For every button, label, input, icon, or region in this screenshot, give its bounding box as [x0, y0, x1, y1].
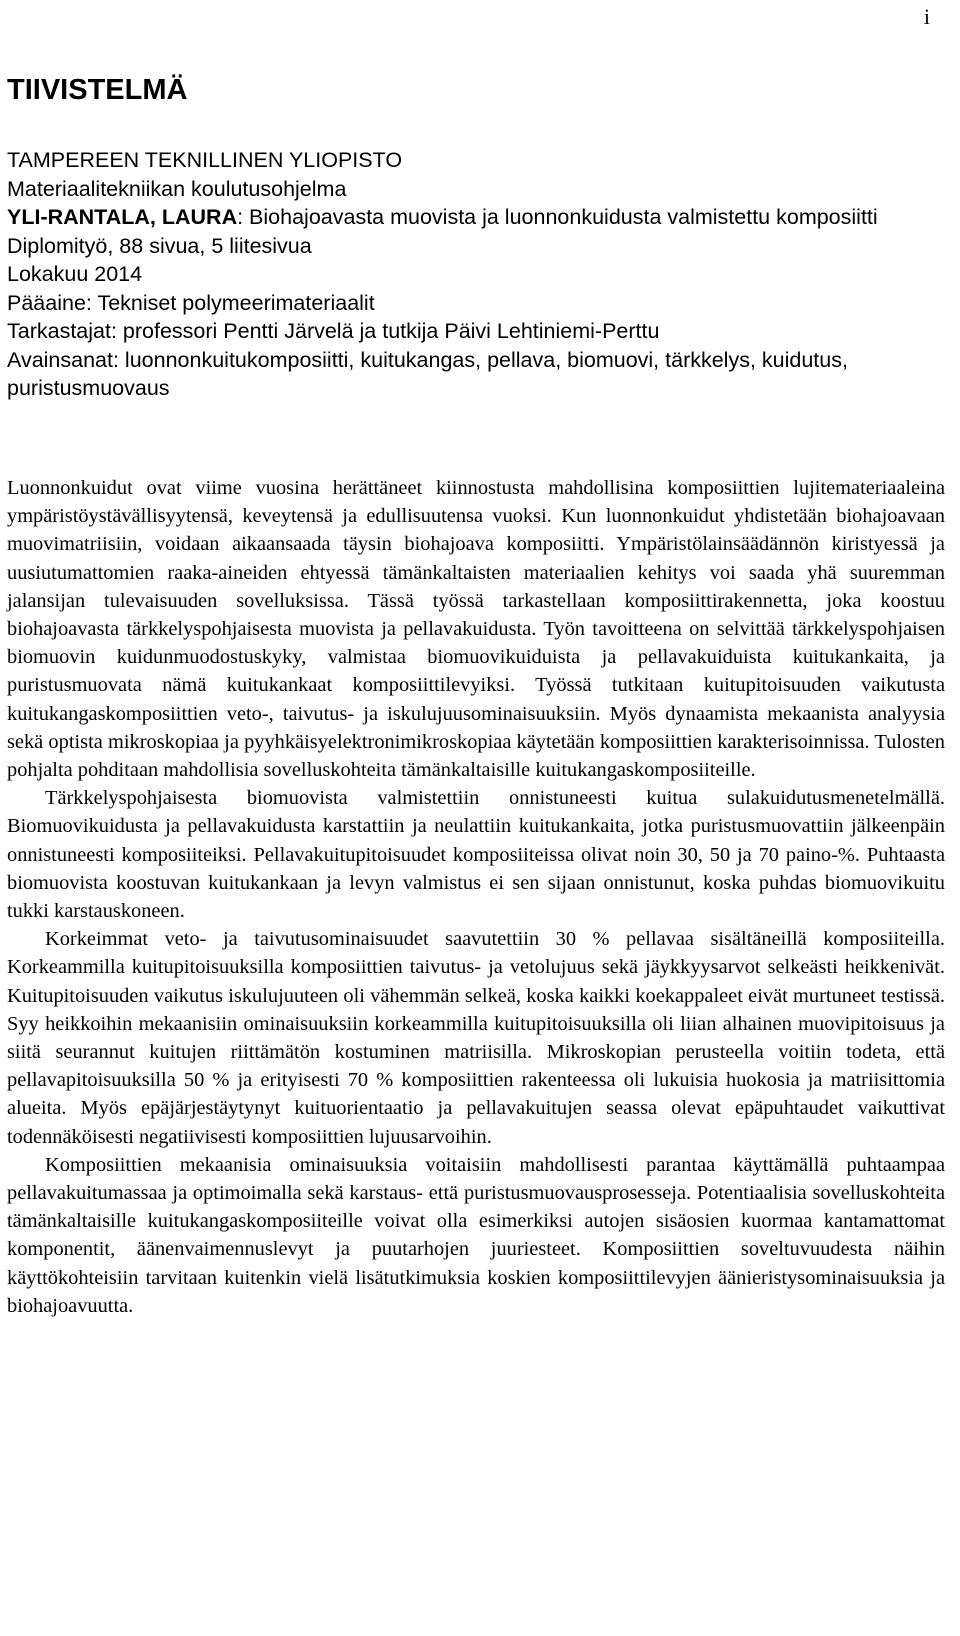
page-title: TIIVISTELMÄ: [7, 74, 188, 106]
thesis-info: Diplomityö, 88 sivua, 5 liitesivua: [7, 233, 312, 258]
abstract-paragraph-1: Luonnonkuidut ovat viime vuosina herättäneet kiinnostusta mahdollisina komposiittien lujitemateriaaleina ympäristöystävällisyytensä, keveytensä ja edullisuutensa vuoksi. Kun luonnonkuidut yhdistetään biohajoavaan muovimatriisiin, voidaan aikaansaada täysin biohajoava komposiitti. Ympäristölainsäädännön kiristyessä ja uusiutumattomien raaka-aineiden ehtyessä tämänkaltaisten materiaalien kehitys voi saada yhä suuremman jalansijan tulevaisuuden sovelluksissa. Tässä työssä tarkastellaan komposiittirakennetta, joka koostuu biohajoavasta tärkkelyspohjaisesta muovista ja pellavakuidusta. Työn tavoitteena on selvittää tärkkelyspohjaisen biomuovin kuidunmuodostuskyky, valmistaa biomuovikuiduista ja pellavakuiduista kuitukankaita, ja puristusmuovata nämä kuitukankaat komposiittilevyiksi. Työssä tutkitaan kuitupitoisuuden vaikutusta kuitukangaskomposiittien veto-, taivutus- ja iskulujuusominaisuuksiin. Myös dynaamista mekaanista analyysia sekä optista mikroskopiaa ja pyyhkäisyelektronimikroskopiaa käytetään komposiittien karakterisoinnissa. Tulosten pohjalta pohditaan mahdollisia sovelluskohteita tämänkaltaisille kuitukangaskomposiiteille.: [7, 477, 945, 782]
thesis-metadata: [7, 146, 947, 403]
thesis-date: Lokakuu 2014: [7, 262, 143, 286]
thesis-title: : Biohajoavasta muovista ja luonnonkuidusta valmistettu komposiitti: [237, 205, 878, 229]
author-name: YLI-RANTALA, LAURA: [7, 205, 238, 229]
examiners: Tarkastajat: professori Pentti Järvelä ja tutkija Päivi Lehtiniemi-Perttu: [7, 319, 660, 343]
author-and-title: [7, 203, 947, 232]
abstract-paragraph-4: Komposiittien mekaanisia ominaisuuksia voitaisiin mahdollisesti parantaa käyttämällä puhtaampaa pellavakuitumassaa ja optimoimalla sekä karstaus- että puristusmuovausprosesseja. Potentiaalisia sovelluskohteita tämänkaltaisille kuitukangaskomposiiteille voivat olla esimerkiksi autojen sisäosien kuormaa kantamattomat komponentit, äänenvaimennuslevyt ja puutarhojen juuriesteet. Komposiittien soveltuvuudesta näihin käyttökohteisiin tarvitaan kuitenkin vielä lisätutkimuksia koskien komposiittilevyjen äänieristysominaisuuksia ja biohajoavuutta.: [7, 1153, 945, 1317]
abstract-paragraph-3: Korkeimmat veto- ja taivutusominaisuudet saavutettiin 30 % pellavaa sisältäneillä komposiiteilla. Korkeammilla kuitupitoisuuksilla komposiittien taivutus- ja vetolujuus sekä jäykkyysarvot selkeästi heikkenivät. Kuitupitoisuuden vaikutus iskulujuuteen oli vähemmän selkeä, koska kaikki koekappaleet eivät murtuneet testissä. Syy heikkoihin mekaanisiin ominaisuuksiin korkeammilla kuitupitoisuuksilla oli liian alhainen muovipitoisuus ja siitä seurannut kuitujen riittämätön kostuminen matriisilla. Mikroskopian perusteella voitiin todeta, että pellavapitoisuuksilla 50 % ja erityisesti 70 % komposiittien rakenteessa oli lukuisia huokosia ja matriisittomia alueita. Myös epäjärjestäytynyt kuituorientaatio ja pellavakuitujen seassa olevat epäpuhtaudet vaikuttivat todennäköisesti negatiivisesti komposiittien lujuusarvoihin.: [7, 928, 945, 1148]
keywords: Avainsanat: luonnonkuitukomposiitti, kuitukangas, pellava, biomuovi, tärkkelys, kuidutus, puristusmuovaus: [7, 347, 848, 400]
major-subject: Pääaine: Tekniset polymeerimateriaalit: [7, 290, 375, 315]
page-number: i: [923, 4, 930, 29]
abstract-body: [7, 474, 945, 1320]
degree-programme: Materiaalitekniikan koulutusohjelma: [7, 176, 347, 201]
abstract-paragraph-2: Tärkkelyspohjaisesta biomuovista valmistettiin onnistuneesti kuitua sulakuidutusmenetelmällä. Biomuovikuidusta ja pellavakuidusta karstattiin ja neulattiin kuitukankaita, jotka puristusmuovattiin jälkeenpäin onnistuneesti komposiiteiksi. Pellavakuitupitoisuudet komposiiteissa olivat noin 30, 50 ja 70 paino-%. Puhtaasta biomuovista koostuvan kuitukankaan ja levyn valmistus ei sen sijaan onnistunut, koska puhdas biomuovikuitu tukki karstauskoneen.: [7, 787, 945, 923]
university-name: TAMPEREEN TEKNILLINEN YLIOPISTO: [7, 148, 403, 172]
